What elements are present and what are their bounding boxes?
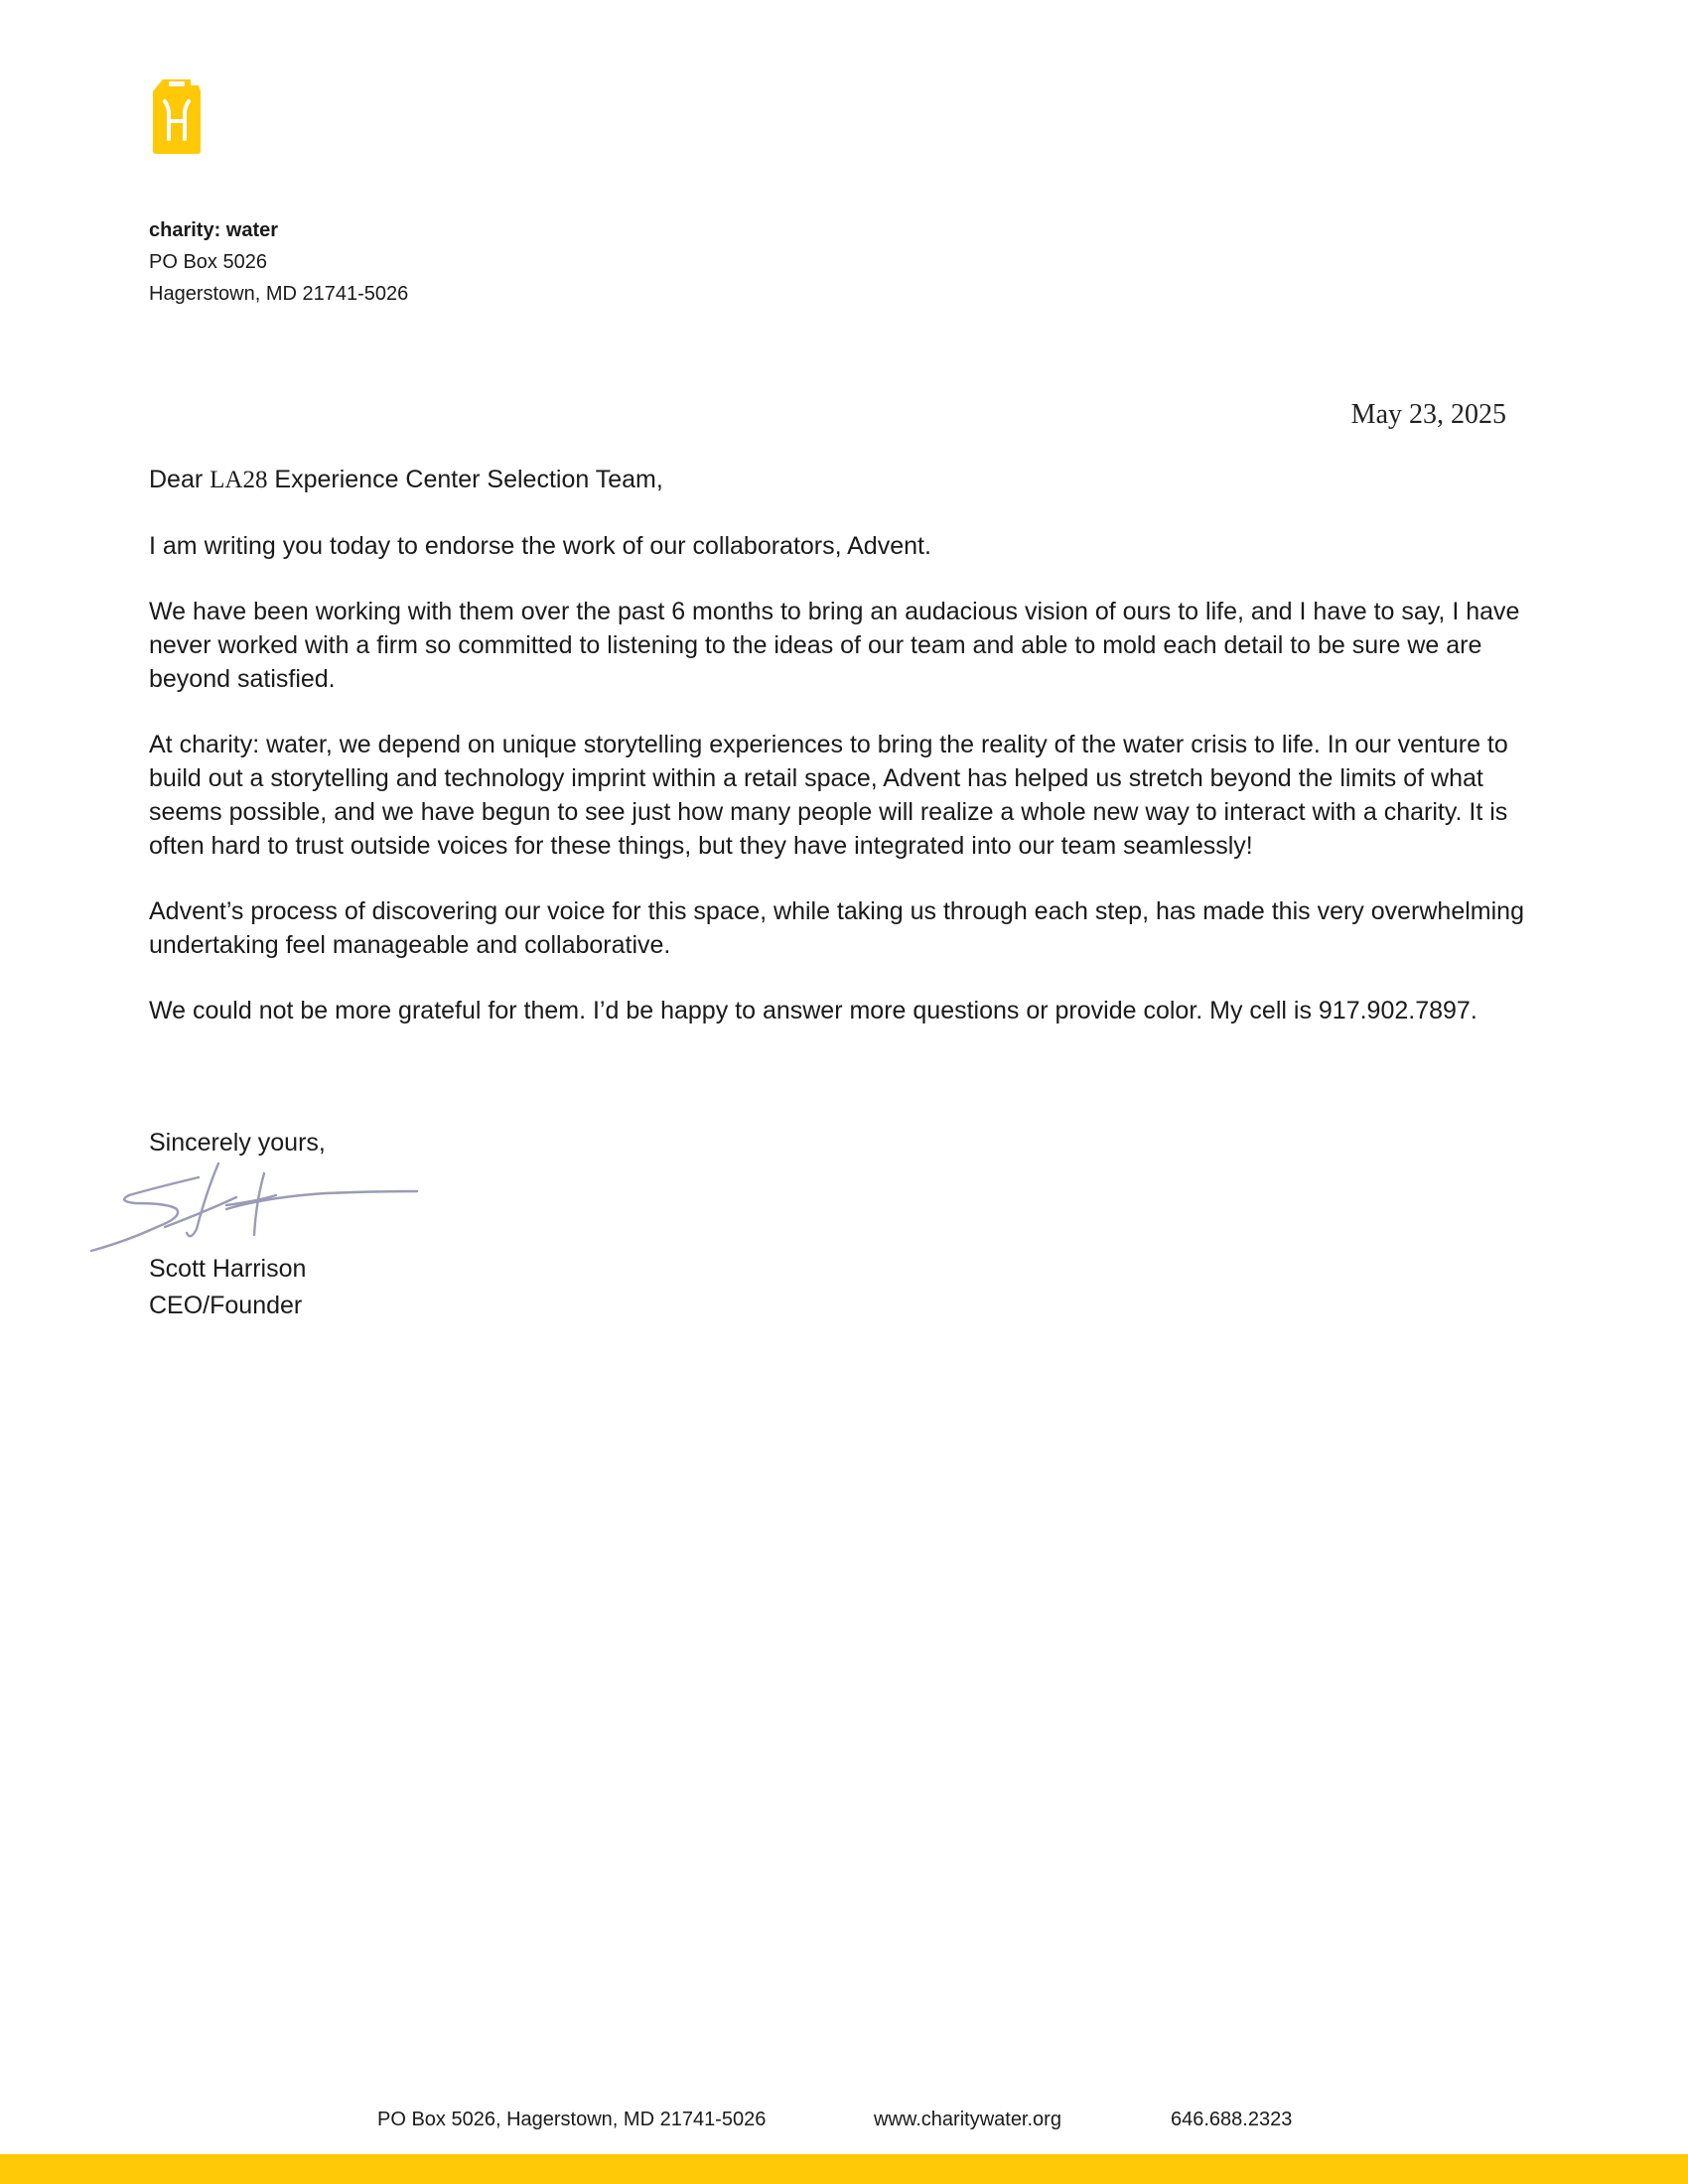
paragraph-2: We have been working with them over the past 6 months to bring an audacious vision of ours to life, and I have to say, I have never worked with a firm so committed to listening to the ideas of our team and able to mold each detail to be sure we are beyond satisfied. <box>149 598 1520 693</box>
letter-date: May 23, 2025 <box>1350 399 1506 430</box>
paragraph-5: We could not be more grateful for them. I’d be happy to answer more questions or provide color. My cell is 917.902.7897. <box>149 997 1477 1024</box>
footer-address: PO Box 5026, Hagerstown, MD 21741-5026 <box>377 2109 767 2130</box>
jerry-can-icon <box>149 77 205 155</box>
closing: Sincerely yours, <box>149 1129 326 1157</box>
signer-title: CEO/Founder <box>149 1292 303 1319</box>
paragraph-3: At charity: water, we depend on unique storytelling experiences to bring the reality of the water crisis to life. In our venture to build out a storytelling and technology imprint within a retail space, Advent has helped us stretch beyond the limits of what seems possible, and we have begun to see just how many people will realize a whole new way to interact with a charity. It is often hard to trust outside voices for these things, but they have integrated into our team seamlessly! <box>149 731 1508 860</box>
org-name: charity: water <box>149 219 279 241</box>
salutation-suffix: Experience Center Selection Team, <box>267 466 663 493</box>
signer-name: Scott Harrison <box>149 1255 307 1283</box>
paragraph-4: Advent’s process of discovering our voice for this space, while taking us through each step, has made this very overwhelming undertaking feel manageable and collaborative. <box>149 897 1524 959</box>
handwritten-signature <box>87 1152 425 1261</box>
footer-website-link[interactable]: www.charitywater.org <box>874 2109 1061 2130</box>
salutation-prefix: Dear <box>149 466 211 493</box>
signer-block <box>149 1251 306 1324</box>
salutation <box>149 463 1539 497</box>
address-line-1: PO Box 5026 <box>149 251 267 273</box>
footer-color-bar <box>0 2154 1688 2184</box>
address-line-2: Hagerstown, MD 21741-5026 <box>149 283 409 305</box>
letterhead-address <box>149 214 408 310</box>
letter-body <box>149 463 1539 1059</box>
footer-phone: 646.688.2323 <box>1171 2109 1293 2130</box>
salutation-la28: LA28 <box>210 467 268 493</box>
paragraph-1: I am writing you today to endorse the work of our collaborators, Advent. <box>149 532 931 560</box>
